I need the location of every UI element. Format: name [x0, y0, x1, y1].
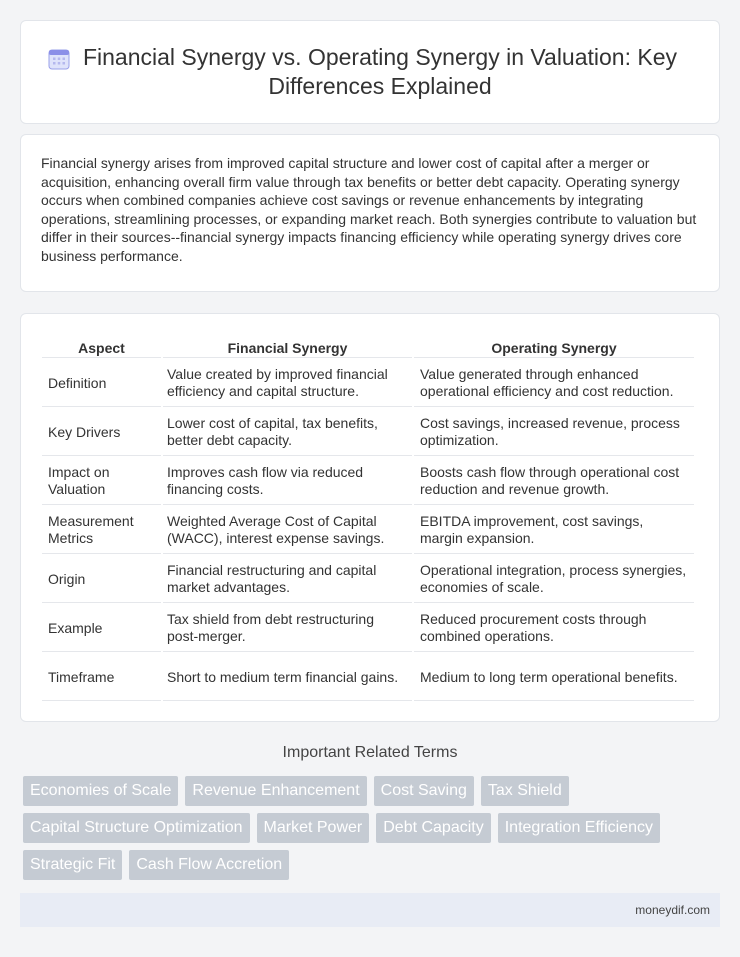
- header-operating-synergy: Operating Synergy: [414, 336, 694, 358]
- related-terms-title: Important Related Terms: [282, 744, 458, 761]
- tag-integration-efficiency[interactable]: Integration Efficiency: [498, 813, 660, 843]
- row-aspect: Definition: [42, 360, 161, 407]
- tag-cost-saving[interactable]: Cost Saving: [374, 776, 474, 806]
- row-aspect: Example: [42, 605, 161, 652]
- tag-strategic-fit[interactable]: Strategic Fit: [23, 850, 122, 880]
- tag-cash-flow-accretion[interactable]: Cash Flow Accretion: [129, 850, 289, 880]
- row-operating: EBITDA improvement, cost savings, margin expansion.: [414, 507, 694, 554]
- row-financial: Tax shield from debt restructuring post-merger.: [163, 605, 412, 652]
- table-row: [42, 605, 694, 652]
- footer: [20, 893, 720, 927]
- row-operating: Value generated through enhanced operational efficiency and cost reduction.: [414, 360, 694, 407]
- tag-market-power[interactable]: Market Power: [257, 813, 370, 843]
- header-card: [20, 20, 720, 124]
- comparison-table: [40, 334, 696, 703]
- row-financial: Financial restructuring and capital market advantages.: [163, 556, 412, 603]
- row-financial: Lower cost of capital, tax benefits, better debt capacity.: [163, 409, 412, 456]
- calendar-icon: [47, 47, 71, 71]
- row-financial: Value created by improved financial efficiency and capital structure.: [163, 360, 412, 407]
- row-operating: Cost savings, increased revenue, process optimization.: [414, 409, 694, 456]
- row-aspect: Measurement Metrics: [42, 507, 161, 554]
- tag-tax-shield[interactable]: Tax Shield: [481, 776, 569, 806]
- table-header-row: [42, 336, 694, 358]
- tag-economies-of-scale[interactable]: Economies of Scale: [23, 776, 178, 806]
- row-operating: Medium to long term operational benefits.: [414, 654, 694, 701]
- row-aspect: Key Drivers: [42, 409, 161, 456]
- intro-paragraph: Financial synergy arises from improved capital structure and lower cost of capital after a merger or acquisition, enhancing overall firm value through tax benefits or better debt capacity. Operating synergy occurs when combined companies achieve cost savings or revenue enhancements by integrating operations, streamlining processes, or expanding market reach. Both synergies contribute to valuation but differ in their sources--financial synergy impacts financing efficiency while operating synergy drives core business performance.: [41, 155, 697, 264]
- table-row: [42, 409, 694, 456]
- tag-revenue-enhancement[interactable]: Revenue Enhancement: [185, 776, 366, 806]
- row-operating: Reduced procurement costs through combined operations.: [414, 605, 694, 652]
- table-row: [42, 458, 694, 505]
- row-aspect: Origin: [42, 556, 161, 603]
- tag-debt-capacity[interactable]: Debt Capacity: [376, 813, 491, 843]
- row-operating: Boosts cash flow through operational cost reduction and revenue growth.: [414, 458, 694, 505]
- table-row: [42, 507, 694, 554]
- tag-capital-structure-optimization[interactable]: Capital Structure Optimization: [23, 813, 250, 843]
- row-aspect: Timeframe: [42, 654, 161, 701]
- page-title: Financial Synergy vs. Operating Synergy in Valuation: Key Differences Explained: [82, 44, 678, 99]
- comparison-table-card: [20, 313, 720, 722]
- footer-site-link[interactable]: moneydif.com: [635, 903, 710, 917]
- row-aspect: Impact on Valuation: [42, 458, 161, 505]
- header-aspect: Aspect: [42, 336, 161, 358]
- intro-card: [20, 134, 720, 292]
- table-row: [42, 360, 694, 407]
- row-financial: Weighted Average Cost of Capital (WACC), interest expense savings.: [163, 507, 412, 554]
- table-row: [42, 556, 694, 603]
- header-financial-synergy: Financial Synergy: [163, 336, 412, 358]
- related-terms-tags: [23, 776, 720, 880]
- table-row: [42, 654, 694, 701]
- row-financial: Short to medium term financial gains.: [163, 654, 412, 701]
- row-financial: Improves cash flow via reduced financing costs.: [163, 458, 412, 505]
- row-operating: Operational integration, process synergies, economies of scale.: [414, 556, 694, 603]
